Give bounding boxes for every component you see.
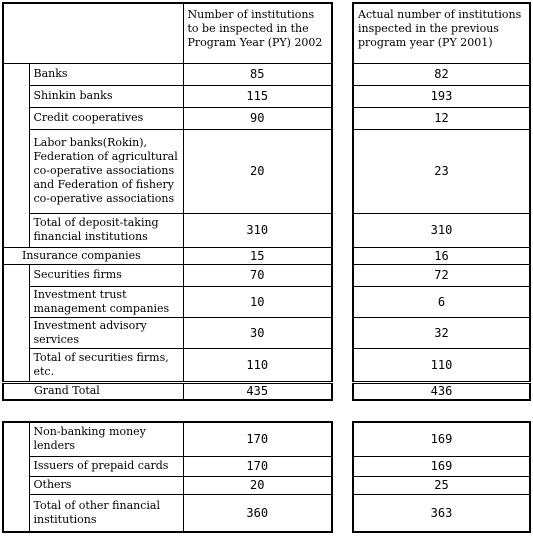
- row-value-py2002: 360: [183, 494, 332, 532]
- header-blank-cell: [3, 3, 183, 63]
- row-value-py2002: 20: [183, 476, 332, 494]
- grand-total-label: Grand Total: [3, 382, 183, 400]
- row-label: Securities firms: [29, 264, 183, 286]
- row-label: Insurance companies: [3, 247, 183, 264]
- grand-total-py2002: 435: [183, 382, 332, 400]
- row-value-py2001: 72: [353, 264, 530, 286]
- row-label: Total of deposit-taking financial institutions: [29, 213, 183, 247]
- other-table-left: [2, 421, 333, 533]
- row-value-py2002: 170: [183, 456, 332, 476]
- indent-cell: [3, 422, 29, 494]
- row-value-py2002: 85: [183, 63, 332, 85]
- row-label: Non-banking money lenders: [29, 422, 183, 456]
- row-value-py2002: 15: [183, 247, 332, 264]
- row-value-py2001: 23: [353, 129, 530, 213]
- row-value-py2001: 25: [353, 476, 530, 494]
- row-value-py2002: 110: [183, 348, 332, 382]
- row-value-py2001: 12: [353, 107, 530, 129]
- row-value-py2001: 110: [353, 348, 530, 382]
- row-value-py2001: 310: [353, 213, 530, 247]
- row-value-py2002: 115: [183, 85, 332, 107]
- row-label: Labor banks(Rokin), Federation of agricultural co-operative associations and Federation of fishery co-operative associations: [29, 129, 183, 213]
- row-value-py2001: 363: [353, 494, 530, 532]
- indent-cell: [3, 494, 29, 532]
- row-label: Others: [29, 476, 183, 494]
- indent-cell: [3, 63, 29, 247]
- row-value-py2002: 20: [183, 129, 332, 213]
- row-value-py2002: 30: [183, 317, 332, 348]
- row-label: Total of securities firms, etc.: [29, 348, 183, 382]
- main-table-right: [352, 2, 531, 401]
- row-label: Banks: [29, 63, 183, 85]
- row-label: Investment trust management companies: [29, 286, 183, 317]
- row-value-py2002: 90: [183, 107, 332, 129]
- row-label: Credit cooperatives: [29, 107, 183, 129]
- row-label: Issuers of prepaid cards: [29, 456, 183, 476]
- row-value-py2002: 170: [183, 422, 332, 456]
- row-value-py2001: 16: [353, 247, 530, 264]
- indent-cell: [3, 264, 29, 382]
- row-value-py2001: 6: [353, 286, 530, 317]
- grand-total-py2001: 436: [353, 382, 530, 400]
- header-py2001: Actual number of institutions inspected in the previous program year (PY 2001): [353, 3, 530, 63]
- row-value-py2001: 32: [353, 317, 530, 348]
- row-label: Total of other financial institutions: [29, 494, 183, 532]
- row-value-py2001: 169: [353, 456, 530, 476]
- row-value-py2002: 10: [183, 286, 332, 317]
- row-value-py2001: 169: [353, 422, 530, 456]
- row-value-py2001: 82: [353, 63, 530, 85]
- row-label: Investment advisory services: [29, 317, 183, 348]
- header-py2002: Number of institutions to be inspected in the Program Year (PY) 2002: [183, 3, 332, 63]
- main-table-left: [2, 2, 333, 401]
- row-value-py2001: 193: [353, 85, 530, 107]
- row-value-py2002: 70: [183, 264, 332, 286]
- other-table-right: [352, 421, 531, 533]
- row-value-py2002: 310: [183, 213, 332, 247]
- row-label: Shinkin banks: [29, 85, 183, 107]
